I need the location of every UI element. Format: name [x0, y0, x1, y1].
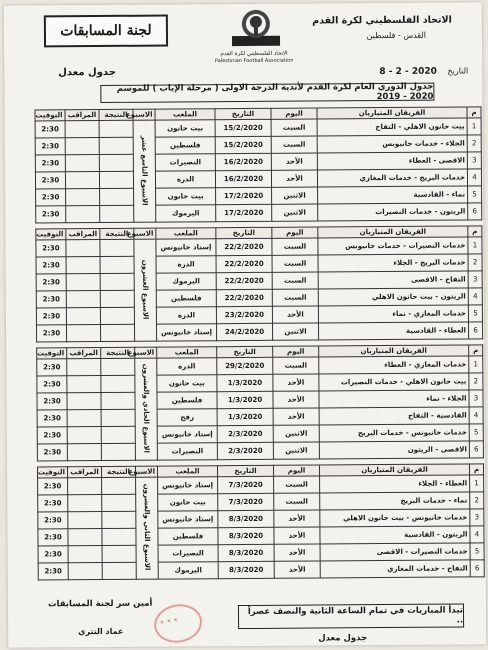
match-day: السبت — [274, 493, 320, 510]
match-teams: بيت حانون الاهلي - التفاح — [317, 118, 467, 136]
match-teams: العطاء - الجلاء — [320, 475, 470, 493]
document-page — [4, 2, 486, 647]
match-time: 2:30 — [35, 121, 65, 138]
match-result-cell — [102, 494, 136, 511]
column-header-result: النتيجة — [99, 109, 133, 120]
match-date: 16/2/2020 — [215, 153, 271, 170]
match-number: 5 — [469, 424, 483, 441]
match-teams: الريتون - القادسية — [320, 526, 470, 544]
match-number: 3 — [469, 390, 483, 407]
column-header-num: م — [469, 345, 483, 356]
match-stadium: إستاد خانيونس — [158, 477, 218, 494]
column-header-stadium: الملعب — [157, 466, 217, 477]
match-teams: الريتون - بيت حانون الاهلي — [318, 288, 468, 306]
match-stadium: إستاد خانيونس — [158, 511, 218, 528]
match-stadium: اليرموك — [156, 273, 216, 290]
week-label: الاسبوع العشرون — [141, 259, 150, 320]
match-day: الأحد — [273, 391, 319, 408]
match-number: 6 — [468, 322, 482, 339]
match-number: 6 — [469, 441, 483, 458]
match-teams: خدمات خانيونس - بيت حانون الاهلي — [320, 509, 470, 527]
match-time: 2:30 — [38, 563, 68, 580]
match-result-cell — [100, 307, 134, 324]
match-day: الأحد — [274, 561, 320, 578]
match-stadium: النصيرات — [157, 443, 217, 460]
match-day: الاثنين — [273, 425, 319, 442]
match-stadium: رفح — [157, 409, 217, 426]
match-observer-cell — [65, 155, 99, 172]
match-time: 2:30 — [35, 155, 65, 172]
match-date: 2/3/2020 — [217, 442, 273, 459]
match-stadium: بيت حانون — [157, 375, 217, 392]
match-observer-cell — [66, 240, 100, 257]
match-stadium: بيت حانون — [158, 494, 218, 511]
match-time: 2:30 — [37, 359, 67, 376]
match-teams: العطاء - القادسية — [318, 322, 468, 340]
match-day: الاثنين — [273, 442, 319, 459]
match-result-cell — [101, 409, 135, 426]
match-result-cell — [100, 290, 134, 307]
logo-caption-ar: الاتحاد الفلسطيني لكرة القدم — [220, 50, 288, 58]
match-time: 2:30 — [38, 546, 68, 563]
league-title: جدول الدوري العام لكرة القدم لأندية الدرجة الاولى ( مرحلة الإياب ) للموسم 2020 - 2019 — [100, 83, 434, 103]
column-header-observer: المراقب — [67, 348, 101, 359]
match-observer-cell — [65, 121, 99, 138]
column-header-observer: المراقب — [65, 110, 99, 121]
match-observer-cell — [68, 546, 102, 563]
match-teams: خدمات المغازي - العطاء — [319, 356, 469, 374]
match-date: 15/2/2020 — [215, 119, 271, 136]
match-observer-cell — [66, 189, 100, 206]
column-header-time: التوقيت — [37, 467, 67, 478]
match-day: الاثنين — [272, 323, 318, 340]
match-date: 1/3/2020 — [217, 408, 273, 425]
match-stadium: بيت حانون — [155, 120, 215, 137]
column-header-result: النتيجة — [101, 466, 135, 477]
match-date: 1/3/2020 — [217, 391, 273, 408]
column-header-teams: الفريقان المتباريان — [319, 345, 469, 357]
match-result-cell — [99, 137, 133, 154]
federation-city: القدس - فلسطين — [366, 30, 427, 41]
column-header-time: التوقيت — [35, 110, 65, 121]
match-observer-cell — [67, 359, 101, 376]
match-result-cell — [101, 426, 135, 443]
match-number: 1 — [470, 475, 484, 492]
match-teams: نماء - خدمات البريج — [320, 492, 470, 510]
match-number: 4 — [469, 407, 483, 424]
match-time: 2:30 — [37, 410, 67, 427]
date-value: 2020 - 2 - 8 — [379, 66, 437, 78]
match-date: 7/3/2020 — [218, 493, 274, 510]
match-observer-cell — [65, 138, 99, 155]
match-number: 6 — [468, 203, 482, 220]
match-date: 8/3/2020 — [218, 527, 274, 544]
match-stadium: الدرة — [156, 307, 216, 324]
column-header-result: النتيجة — [101, 347, 135, 358]
week-label-cell — [135, 358, 158, 460]
week-label-cell — [133, 120, 156, 222]
match-time: 2:30 — [36, 206, 66, 223]
match-result-cell — [102, 477, 136, 494]
match-teams: التفاح - الاقصى — [318, 271, 468, 289]
match-day: الأحد — [273, 408, 319, 425]
week-label-cell — [136, 477, 159, 579]
match-day: السبت — [272, 238, 318, 255]
match-result-cell — [100, 188, 134, 205]
match-observer-cell — [68, 529, 102, 546]
match-day: الأحد — [274, 510, 320, 527]
match-result-cell — [102, 528, 136, 545]
match-result-cell — [100, 205, 134, 222]
match-number: 5 — [468, 305, 482, 322]
match-number: 4 — [468, 288, 482, 305]
match-observer-cell — [67, 427, 101, 444]
match-date: 17/2/2020 — [216, 187, 272, 204]
column-header-time: التوقيت — [37, 348, 67, 359]
match-teams: خدمات خانيونس - خدمات البريج — [319, 424, 469, 442]
column-header-teams: الفريقان المتباريان — [317, 107, 467, 119]
document-date — [379, 66, 468, 77]
footer-schedule-label: جدول معدل — [318, 633, 368, 644]
match-observer-cell — [66, 274, 100, 291]
match-time: 2:30 — [38, 529, 68, 546]
match-day: الأحد — [271, 153, 317, 170]
match-teams: خدمات النصيرات - خدمات خانيونس — [318, 237, 468, 255]
week-table — [35, 225, 483, 342]
match-day: السبت — [271, 136, 317, 153]
column-header-week: الاسبوع — [135, 347, 157, 358]
column-header-teams: الفريقان المتباريان — [318, 226, 468, 238]
match-day: السبت — [274, 476, 320, 493]
week-table — [37, 463, 485, 580]
match-number: 3 — [467, 152, 481, 169]
match-day: الاثنين — [272, 204, 318, 221]
match-teams: خدمات المغازي - نماء — [318, 305, 468, 323]
column-header-day: اليوم — [271, 108, 317, 119]
match-observer-cell — [67, 444, 101, 461]
match-result-cell — [101, 392, 135, 409]
match-stadium: فلسطين — [156, 290, 216, 307]
match-number: 3 — [470, 509, 484, 526]
column-header-num: م — [467, 107, 481, 118]
column-header-observer: المراقب — [67, 467, 101, 478]
match-teams: خدمات النصيرات - الاقصى — [320, 543, 470, 561]
match-observer-cell — [68, 512, 102, 529]
match-date: 1/3/2020 — [217, 374, 273, 391]
match-time-note: تبدأ المباريات في تمام الساعة الثانية والنصف عصراً .. — [238, 603, 464, 629]
match-date: 8/3/2020 — [218, 510, 274, 527]
match-number: 2 — [467, 135, 481, 152]
match-result-cell — [99, 154, 133, 171]
table-row — [38, 560, 484, 580]
match-time: 2:30 — [36, 291, 66, 308]
match-observer-cell — [68, 495, 102, 512]
match-stadium: الدرة — [156, 256, 216, 273]
match-stadium: فلسطين — [157, 392, 217, 409]
match-day: الأحد — [273, 374, 319, 391]
match-stadium: فلسطين — [158, 528, 218, 545]
column-header-week: الاسبوع — [133, 109, 155, 120]
match-stadium: إستاد خانيونس — [156, 239, 216, 256]
match-date: 24/2/2020 — [216, 323, 272, 340]
match-stadium: النصيرات — [155, 154, 215, 171]
week-table — [36, 344, 484, 461]
column-header-num: م — [469, 464, 483, 475]
match-teams: خدمات البريج - خدمات المغازي — [317, 169, 467, 187]
federation-logo-icon — [230, 8, 282, 48]
match-day: الأحد — [271, 170, 317, 187]
match-number: 2 — [469, 373, 483, 390]
match-observer-cell — [67, 393, 101, 410]
match-time: 2:30 — [38, 512, 68, 529]
match-observer-cell — [66, 308, 100, 325]
match-day: السبت — [272, 272, 318, 289]
match-day: الأحد — [274, 544, 320, 561]
match-number: 1 — [469, 356, 483, 373]
match-day: السبت — [272, 255, 318, 272]
match-teams: الاقصى - العطاء — [317, 152, 467, 170]
match-date: 29/2/2020 — [217, 357, 273, 374]
match-time: 2:30 — [36, 308, 66, 325]
week-label: الاسبوع الثاني والعشرون — [142, 483, 152, 571]
committee-title: لجنة المسابقات — [44, 15, 168, 48]
match-teams: الجلاء - خدمات خانيونس — [317, 135, 467, 153]
match-time: 2:30 — [38, 495, 68, 512]
match-result-cell — [99, 120, 133, 137]
week-label: الاسبوع التاسع عشر — [140, 135, 149, 206]
column-header-stadium: الملعب — [156, 228, 216, 239]
match-result-cell — [102, 545, 136, 562]
match-time: 2:30 — [37, 444, 67, 461]
match-day: السبت — [272, 289, 318, 306]
match-day: الأحد — [272, 306, 318, 323]
column-header-stadium: الملعب — [155, 109, 215, 120]
match-number: 6 — [470, 560, 484, 577]
match-time: 2:30 — [38, 478, 68, 495]
match-day: الاثنين — [272, 187, 318, 204]
match-teams: نماء - القادسية — [318, 186, 468, 204]
match-result-cell — [101, 443, 135, 460]
match-time: 2:30 — [36, 274, 66, 291]
match-date: 22/2/2020 — [216, 238, 272, 255]
match-number: 5 — [468, 186, 482, 203]
match-observer-cell — [66, 291, 100, 308]
match-time: 2:30 — [36, 189, 66, 206]
logo-caption-en: Palestinian Football Association — [214, 57, 294, 65]
week-table — [34, 106, 482, 223]
match-day: السبت — [271, 119, 317, 136]
match-date: 15/2/2020 — [215, 136, 271, 153]
match-number: 4 — [467, 169, 481, 186]
match-stadium: إستاد خانيونس — [156, 324, 216, 341]
match-date: 22/2/2020 — [216, 272, 272, 289]
column-header-num: م — [468, 226, 482, 237]
column-header-date: التاريخ — [216, 227, 272, 238]
match-date: 7/3/2020 — [218, 476, 274, 493]
match-observer-cell — [68, 563, 102, 580]
match-result-cell — [99, 171, 133, 188]
table-row — [36, 203, 482, 223]
table-row — [36, 322, 482, 342]
match-date: 8/3/2020 — [218, 544, 274, 561]
match-teams: الاقصى - الريتون — [319, 441, 469, 459]
match-number: 5 — [470, 543, 484, 560]
match-observer-cell — [65, 172, 99, 189]
match-date: 16/2/2020 — [215, 170, 271, 187]
match-date: 22/2/2020 — [216, 289, 272, 306]
match-teams: القادسية - التفاح — [319, 407, 469, 425]
official-stamp: ✶ ✶ ✶ — [151, 600, 205, 646]
federation-name: الاتحاد الفلسطيني لكرة القدم — [312, 14, 452, 27]
week-label-cell — [134, 239, 157, 341]
match-number: 4 — [470, 526, 484, 543]
match-observer-cell — [67, 410, 101, 427]
match-date: 23/2/2020 — [216, 306, 272, 323]
match-observer-cell — [67, 376, 101, 393]
match-stadium: النصيرات — [158, 545, 218, 562]
match-date: 2/3/2020 — [217, 425, 273, 442]
column-header-date: التاريخ — [215, 108, 271, 119]
column-header-week: الاسبوع — [135, 466, 157, 477]
match-stadium: الدرة — [155, 171, 215, 188]
match-number: 3 — [468, 271, 482, 288]
match-time: 2:30 — [37, 427, 67, 444]
column-header-result: النتيجة — [100, 228, 134, 239]
match-number: 2 — [468, 254, 482, 271]
match-teams: التفاح - خدمات المغازي — [320, 560, 470, 578]
match-number: 1 — [468, 237, 482, 254]
match-observer-cell — [68, 478, 102, 495]
column-header-date: التاريخ — [217, 346, 273, 357]
column-header-stadium: الملعب — [157, 347, 217, 358]
match-teams: بيت حانون الاهلي - خدمات النصيرات — [319, 373, 469, 391]
match-result-cell — [100, 256, 134, 273]
column-header-day: اليوم — [273, 465, 319, 476]
column-header-teams: الفريقان المتباريان — [319, 464, 469, 476]
match-date: 17/2/2020 — [216, 204, 272, 221]
secretary-name: عماد التتري — [78, 626, 124, 637]
match-day: الأحد — [274, 527, 320, 544]
week-label: الاسبوع الحادي والعشرون — [141, 363, 151, 453]
match-date: 8/3/2020 — [218, 561, 274, 578]
schedule-tables — [34, 106, 483, 585]
column-header-time: التوقيت — [36, 229, 66, 240]
match-number: 1 — [467, 118, 481, 135]
match-time: 2:30 — [37, 376, 67, 393]
match-stadium: فلسطين — [155, 137, 215, 154]
match-time: 2:30 — [36, 240, 66, 257]
column-header-day: اليوم — [273, 346, 319, 357]
match-result-cell — [102, 562, 136, 579]
match-stadium: إستاد خانيونس — [157, 426, 217, 443]
column-header-week: الاسبوع — [134, 228, 156, 239]
match-result-cell — [100, 324, 134, 341]
secretary-title: أمين سر لجنة المسابقات — [47, 598, 153, 610]
match-day: السبت — [273, 357, 319, 374]
column-header-day: اليوم — [272, 227, 318, 238]
table-row — [37, 441, 483, 461]
match-date: 22/2/2020 — [216, 255, 272, 272]
match-stadium: بيت حانون — [156, 188, 216, 205]
match-stadium: اليرموك — [158, 562, 218, 579]
match-result-cell — [100, 239, 134, 256]
match-time: 2:30 — [36, 325, 66, 342]
match-observer-cell — [66, 325, 100, 342]
match-result-cell — [101, 358, 135, 375]
match-teams: الجلاء - نماء — [319, 390, 469, 408]
match-stadium: الدرة — [157, 358, 217, 375]
match-result-cell — [101, 375, 135, 392]
match-stadium: اليرموك — [156, 205, 216, 222]
match-result-cell — [100, 273, 134, 290]
match-teams: خدمات البريج - الجلاء — [318, 254, 468, 272]
match-number: 2 — [470, 492, 484, 509]
schedule-title: جدول معدل — [58, 66, 116, 79]
match-time: 2:30 — [37, 393, 67, 410]
match-result-cell — [102, 511, 136, 528]
column-header-observer: المراقب — [66, 229, 100, 240]
match-observer-cell — [66, 257, 100, 274]
match-observer-cell — [66, 206, 100, 223]
column-header-date: التاريخ — [217, 465, 273, 476]
match-time: 2:30 — [35, 138, 65, 155]
match-time: 2:30 — [35, 172, 65, 189]
date-label: التاريخ — [447, 66, 469, 76]
match-teams: الريتون - خدمات النصيرات — [318, 203, 468, 221]
match-time: 2:30 — [36, 257, 66, 274]
